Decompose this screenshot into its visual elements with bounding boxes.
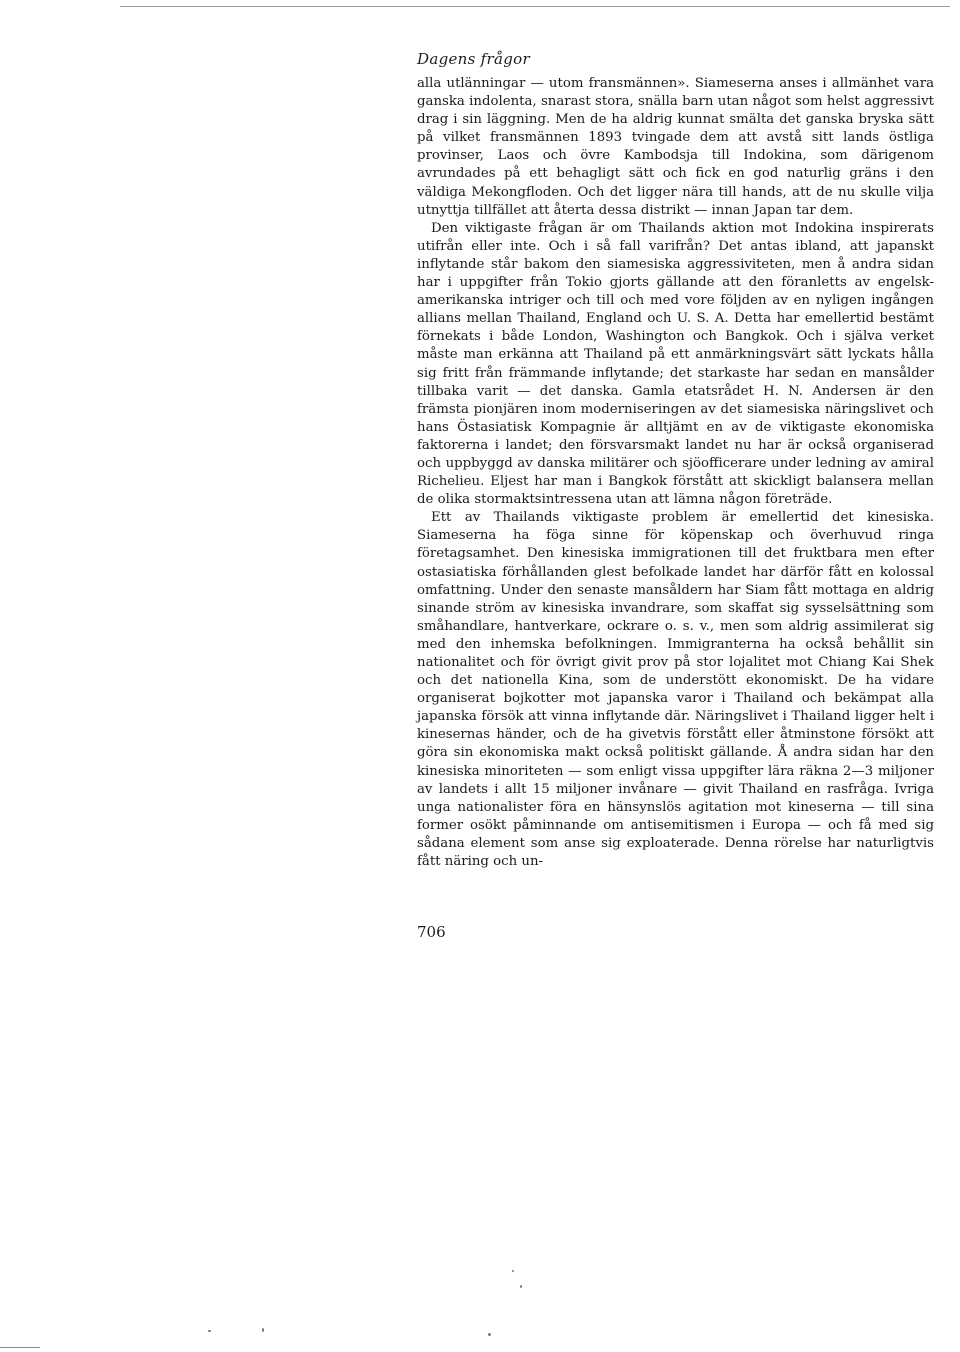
scan-speck	[512, 1270, 514, 1272]
running-head: Dagens frågor	[417, 50, 530, 68]
article-body	[417, 75, 934, 871]
scan-speck	[262, 1328, 264, 1332]
page-number: 706	[417, 923, 446, 941]
scan-edge-line-bottom	[0, 1347, 40, 1348]
scan-speck	[488, 1333, 491, 1336]
paragraph-3: Ett av Thailands viktigaste problem är emellertid det kinesiska. Siameserna ha föga sinne för köpenskap och överhuvud ringa företagsamhet. Den kinesiska immigrationen till det fruktbara men efter ostasiatiska förhållanden glest befolkade landet har därför fått en kolossal omfattning. Under den senaste mansåldern har Siam fått mottaga en aldrig sinande ström av kinesiska invandrare, som skaffat sig sysselsättning som småhandlare, hantverkare, ockrare o. s. v., men som aldrig assimilerat sig med den inhemska befolkningen. Immigranterna ha också behållit sin nationalitet och för övrigt givit prov på stor lojalitet mot Chiang Kai Shek och det nationella Kina, som de understött ekonomiskt. De ha vidare organiserat bojkotter mot japanska varor i Thailand och bekämpat alla japanska försök att vinna inflytande där. Näringslivet i Thailand ligger helt i kinesernas händer, och de ha givetvis förstått eller åtminstone försökt att göra sin ekonomiska makt också politiskt gällande. Å andra sidan har den kinesiska minoriteten — som enligt vissa uppgifter lära räkna 2—3 miljoner av landets i allt 15 miljoner invånare — givit Thailand en rasfråga. Ivriga unga nationalister föra en hänsynslös agitation mot kineserna — till sina former osökt påminnande om antisemitismen i Europa — och få med sig sådana element som anse sig exploaterade. Denna rörelse har naturligtvis fått näring och un-	[417, 510, 934, 870]
scan-edge-line	[120, 6, 950, 7]
paragraph-2: Den viktigaste frågan är om Thailands aktion mot Indokina inspirerats utifrån eller inte. Och i så fall varifrån? Det antas ibland, att japanskt inflytande står bakom den siamesiska aggressiviteten, men å andra sidan har i uppgifter från Tokio gjorts gällande att den föranletts av engelsk-amerikanska intriger och till och med vore följden av en nyligen ingången allians mellan Thailand, England och U. S. A. Detta har emellertid bestämt förnekats i både London, Washington och Bangkok. Och i själva verket måste man erkänna att Thailand på ett anmärkningsvärt sätt lyckats hålla sig fritt från främmande inflytande; det starkaste har sedan en mansålder tillbaka varit — det danska. Gamla etatsrådet H. N. Andersen är den främsta pionjären inom moderniseringen av det siamesiska näringslivet och hans Östasiatisk Kompagnie är alltjämt en av de viktigaste ekonomiska faktorerna i landet; den försvarsmakt landet nu har är också organiserad och uppbyggd av danska militärer och sjöofficerare under ledning av amiral Richelieu. Eljest har man i Bangkok förstått att skickligt balansera mellan de olika stormaktsintressena utan att lämna någon företräde.	[417, 220, 934, 508]
paragraph-1: alla utlänningar — utom fransmännen». Siameserna anses i allmänhet vara ganska indolenta, snarast stora, snälla barn utan något som helst aggressivt drag i sin läggning. Men de ha aldrig kunnat smälta det ganska bryska sätt på vilket fransmännen 1893 tvingade dem att avstå sitt lands östliga provinser, Laos och övre Kambodsja till Indokina, som därigenom avrundades på ett behagligt sätt och fick en god naturlig gräns i den väldiga Mekongfloden. Och det ligger nära till hands, att de nu skulle vilja utnyttja tillfället att återta dessa distrikt — innan Japan tar dem.	[417, 76, 934, 218]
scan-speck	[208, 1330, 211, 1332]
scan-speck	[520, 1285, 522, 1288]
